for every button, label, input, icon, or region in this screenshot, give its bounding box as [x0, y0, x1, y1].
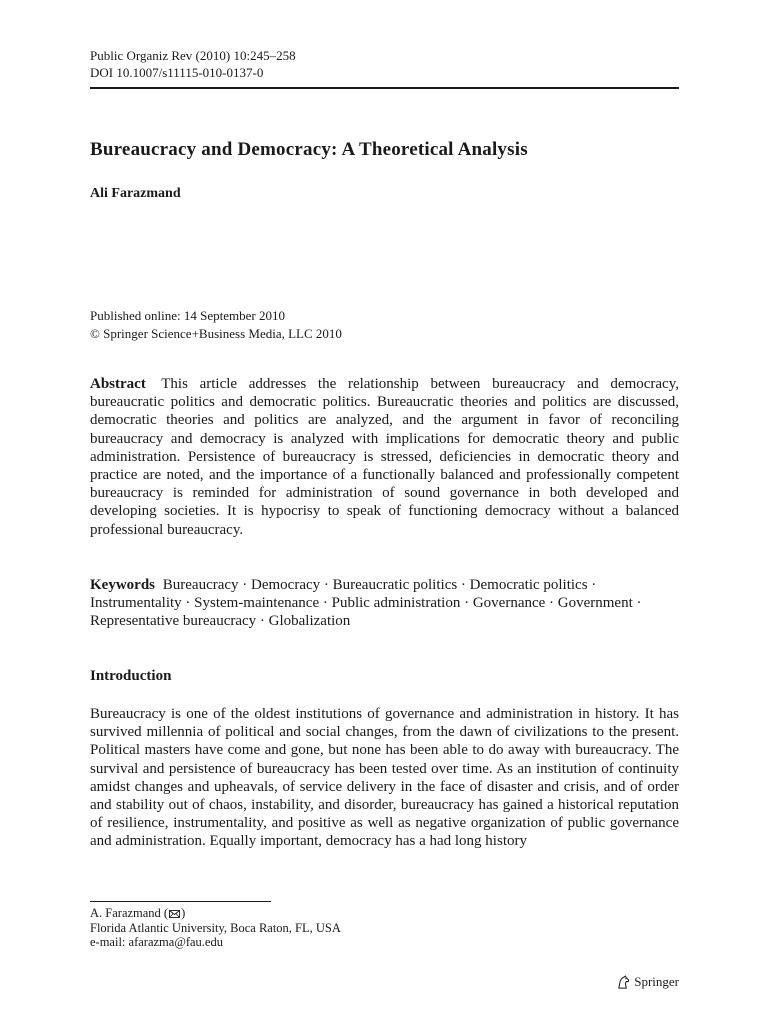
introduction-heading: Introduction — [90, 668, 172, 684]
publisher-name: Springer — [634, 974, 679, 989]
journal-header — [90, 47, 296, 81]
article-title: Bureaucracy and Democracy: A Theoretical Analysis — [90, 139, 528, 160]
footnote-affiliation: Florida Atlantic University, Boca Raton, FL, USA — [90, 920, 341, 935]
footnote-name-line — [90, 906, 341, 921]
footnote-email: e-mail: afarazma@fau.edu — [90, 935, 223, 949]
journal-doi: DOI 10.1007/s11115-010-0137-0 — [90, 65, 264, 80]
introduction-text: Bureaucracy is one of the oldest institutions of governance and administration in history. It has survived millennia of political and social changes, from the dawn of civilizations to the present. Political masters have come and gone, but none has been able to do away with bureaucracy. The survival and persistence of bureaucracy has been tested over time. As an institution of continuity amidst changes and upheavals, of service delivery in the face of disaster and crisis, and of order and stability out of chaos, instability, and disorder, bureaucracy has gained a historical reputation of resilience, instrumentality, and positive as well as negative organization of public governance and administration. Equally important, democracy has a had long history — [90, 706, 679, 850]
abstract-label: Abstract — [90, 376, 146, 392]
author-footnote — [90, 906, 341, 950]
header-rule — [90, 87, 679, 89]
abstract-text: This article addresses the relationship between bureaucracy and democracy, bureaucratic politics and democratic politics. Bureaucratic theories and politics are discussed, democratic theories and politics are analyzed, and the argument in favor of reconciling bureaucracy and democracy is analyzed with implications for democratic theory and public administration. Persistence of bureaucracy is stressed, deficiencies in democratic theory and practice are noted, and the importance of a functionally balanced and professionally competent bureaucracy is reminded for administration of sound governance in both developed and developing societies. It is hypocrisy to speak of functioning democracy without a balanced professional bureaucracy. — [90, 376, 679, 538]
paper-page — [90, 0, 679, 1024]
footnote-name: A. Farazmand ( — [90, 906, 169, 920]
footnote-name-end: ) — [181, 906, 186, 920]
footnote-rule — [90, 901, 271, 902]
published-date: Published online: 14 September 2010 — [90, 308, 285, 323]
publication-info — [90, 307, 342, 343]
publisher-mark — [616, 974, 679, 990]
copyright-line: © Springer Science+Business Media, LLC 2010 — [90, 326, 342, 341]
keywords-label: Keywords — [90, 577, 155, 593]
article-author: Ali Farazmand — [90, 186, 181, 201]
abstract-block — [90, 375, 679, 539]
envelope-icon — [169, 910, 180, 918]
keywords-text: Bureaucracy · Democracy · Bureaucratic politics · Democratic politics · Instrumentality · System-maintenance · Public administration · Governance · Government · Representative bureaucracy · Globalization — [90, 577, 642, 630]
journal-citation: Public Organiz Rev (2010) 10:245–258 — [90, 48, 296, 63]
springer-horse-icon — [616, 975, 631, 990]
keywords-block — [90, 576, 679, 631]
